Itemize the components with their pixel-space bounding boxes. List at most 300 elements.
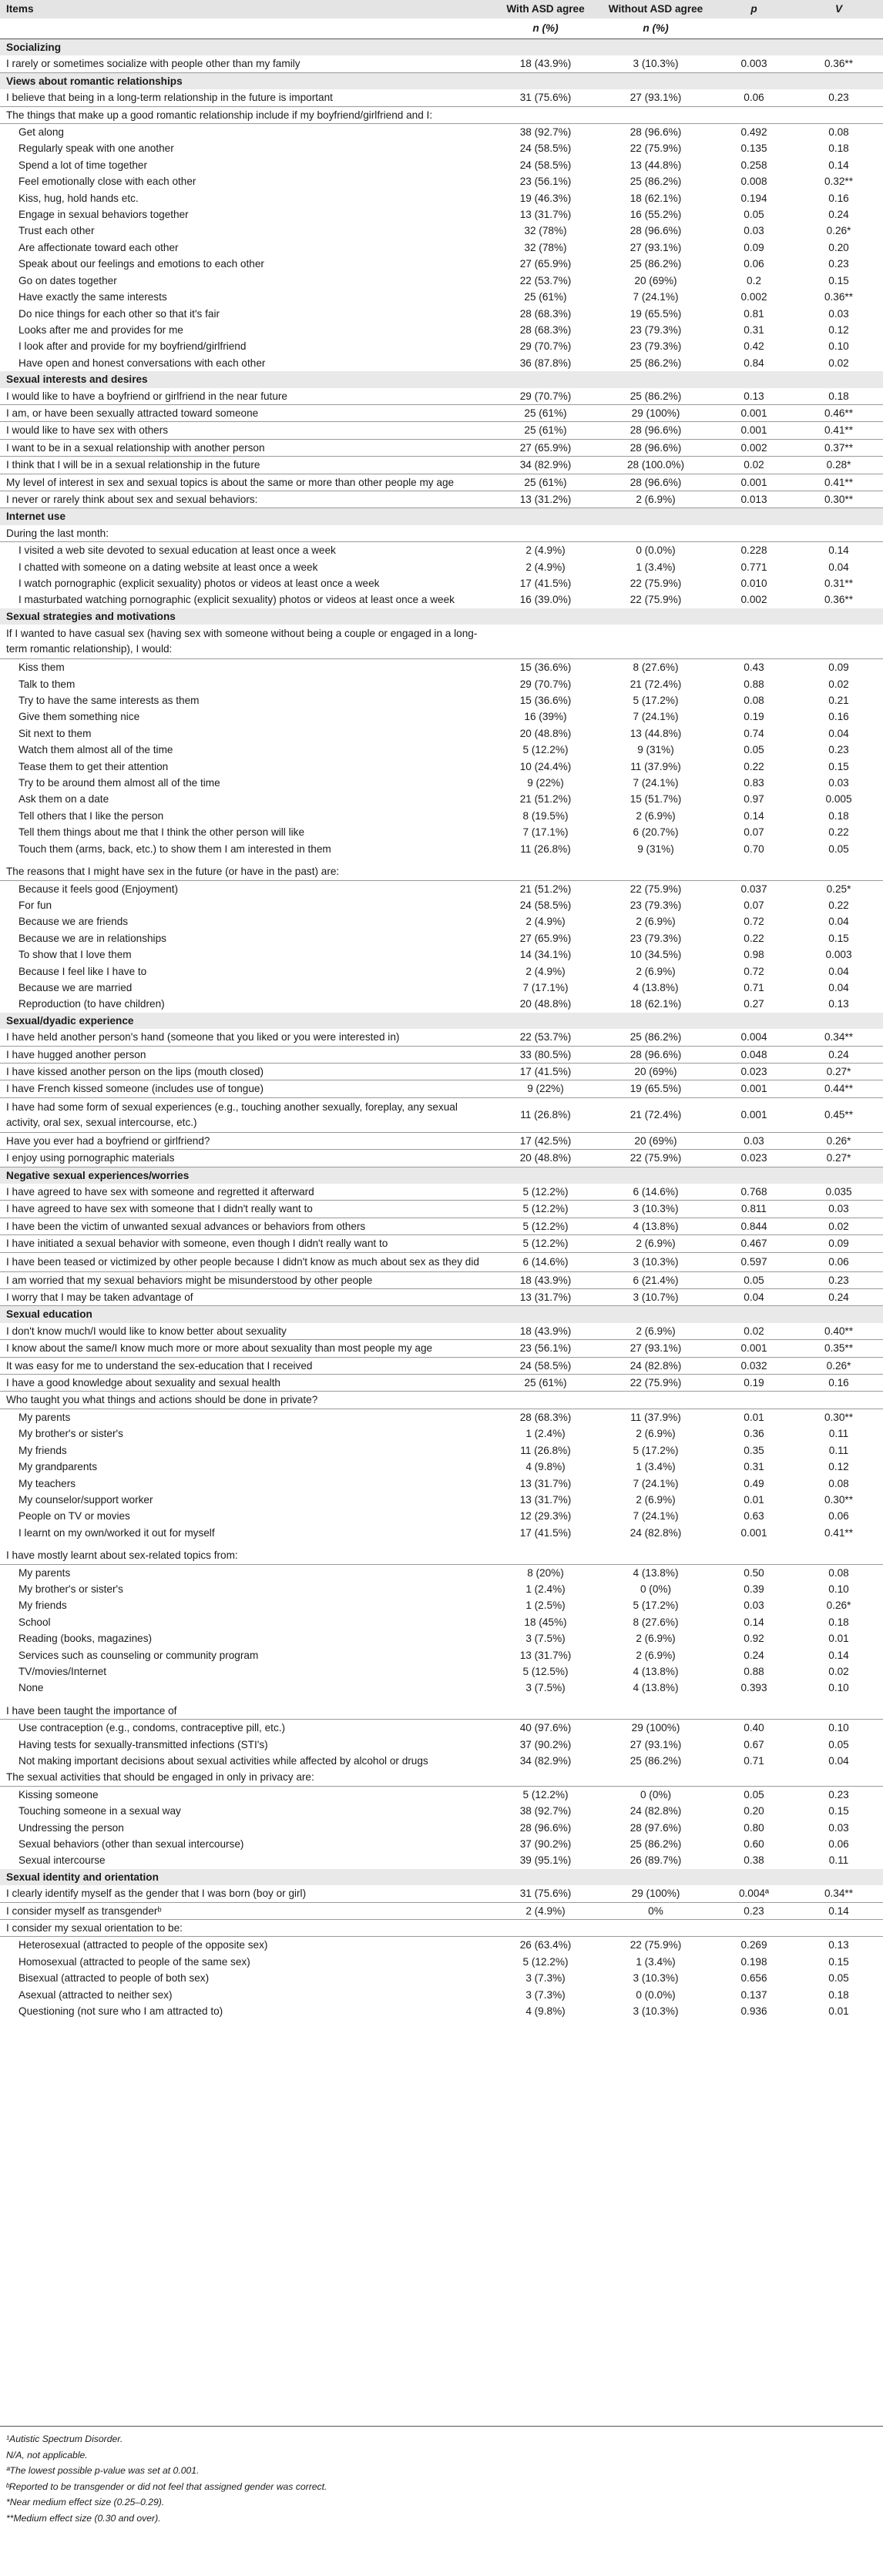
without-asd-value: 19 (65.5%) bbox=[598, 1080, 713, 1097]
table-row bbox=[0, 1323, 883, 1340]
row-label: Looks after me and provides for me bbox=[18, 323, 183, 336]
p-value: 0.001 bbox=[740, 1526, 767, 1539]
row-label: I have held another person's hand (someone that you liked or you were interested in) bbox=[0, 1029, 493, 1046]
row-label: Because we are married bbox=[18, 981, 133, 993]
p-value: 0.24 bbox=[744, 1649, 764, 1661]
v-value: 0.30** bbox=[824, 1493, 854, 1506]
p-value: 0.032 bbox=[713, 1357, 794, 1374]
v-value: 0.44** bbox=[794, 1080, 883, 1097]
v-value: 0.23 bbox=[828, 1788, 849, 1801]
without-asd-value: 28 (97.6%) bbox=[630, 1821, 682, 1834]
without-asd-value: 28 (96.6%) bbox=[598, 474, 713, 491]
row-label: Sit next to them bbox=[18, 727, 92, 739]
row-label: I chatted with someone on a dating website at least once a week bbox=[18, 561, 318, 573]
p-value: 0.01 bbox=[744, 1411, 764, 1423]
row-label: Go on dates together bbox=[18, 274, 117, 286]
without-asd-value: 8 (27.6%) bbox=[633, 662, 679, 674]
without-asd-value: 11 (37.9%) bbox=[630, 1411, 681, 1423]
v-value: 0.03 bbox=[828, 777, 849, 789]
table-row bbox=[0, 1132, 883, 1149]
v-value bbox=[794, 1392, 883, 1409]
with-asd-value: 17 (41.5%) bbox=[493, 1063, 598, 1080]
p-value bbox=[713, 863, 794, 880]
with-asd-value: 24 (58.5%) bbox=[519, 159, 572, 171]
with-asd-value: 24 (58.5%) bbox=[519, 899, 572, 911]
p-value: 0.80 bbox=[744, 1821, 764, 1834]
with-asd-value: 7 (17.1%) bbox=[522, 981, 569, 993]
row-label: Ask them on a date bbox=[18, 793, 109, 806]
with-asd-value: 11 (26.8%) bbox=[493, 1097, 598, 1132]
with-asd-value: 7 (17.1%) bbox=[522, 826, 569, 839]
without-asd-value: 5 (17.2%) bbox=[633, 695, 679, 707]
p-value: 0.27 bbox=[744, 998, 764, 1010]
p-value: 0.492 bbox=[740, 126, 767, 139]
row-label: I am, or have been sexually attracted toward someone bbox=[0, 404, 493, 421]
table-row bbox=[0, 946, 883, 963]
without-asd-value: 15 (51.7%) bbox=[630, 793, 682, 806]
without-asd-value: 23 (79.3%) bbox=[630, 932, 682, 944]
with-asd-value bbox=[493, 863, 598, 880]
v-value: 0.23 bbox=[828, 744, 849, 756]
table-row bbox=[0, 575, 883, 591]
without-asd-value: 3 (10.3%) bbox=[633, 1972, 679, 1985]
p-value: 0.01 bbox=[744, 1493, 764, 1506]
v-value: 0.45** bbox=[794, 1097, 883, 1132]
p-value: 0.83 bbox=[744, 777, 764, 789]
p-value bbox=[713, 106, 794, 123]
without-asd-value: 25 (86.2%) bbox=[630, 258, 682, 270]
section-header-row bbox=[0, 1306, 883, 1323]
section-title: Views about romantic relationships bbox=[0, 72, 883, 89]
table-row bbox=[0, 1769, 883, 1786]
row-label: I consider my sexual orientation to be: bbox=[0, 1920, 493, 1937]
p-value: 0.71 bbox=[744, 981, 764, 993]
p-value: 0.72 bbox=[744, 916, 764, 928]
p-value: 0.002 bbox=[713, 439, 794, 456]
without-asd-value: 27 (93.1%) bbox=[630, 1738, 682, 1750]
footnote: N/A, not applicable. bbox=[6, 2449, 88, 2460]
table-row bbox=[0, 1836, 883, 1852]
row-label: I think that I will be in a sexual relationship in the future bbox=[0, 457, 493, 474]
v-value: 0.22 bbox=[828, 826, 849, 839]
with-asd-value: 20 (48.8%) bbox=[519, 998, 572, 1010]
row-label: Reproduction (to have children) bbox=[18, 998, 165, 1010]
section-header-row bbox=[0, 39, 883, 56]
with-asd-value: 26 (63.4%) bbox=[519, 1939, 572, 1951]
without-asd-value: 28 (100.0%) bbox=[598, 457, 713, 474]
table-row bbox=[0, 223, 883, 239]
table-row bbox=[0, 55, 883, 72]
p-value: 0.50 bbox=[744, 1566, 764, 1579]
table-row bbox=[0, 791, 883, 807]
p-value: 0.22 bbox=[744, 932, 764, 944]
with-asd-value: 15 (36.6%) bbox=[519, 662, 572, 674]
row-label: My level of interest in sex and sexual topics is about the same or more than other people my age bbox=[0, 474, 493, 491]
table-row bbox=[0, 474, 883, 491]
without-asd-value: 6 (14.6%) bbox=[598, 1184, 713, 1201]
v-value: 0.27* bbox=[794, 1150, 883, 1167]
header-v: V bbox=[794, 0, 883, 18]
p-value: 0.70 bbox=[744, 842, 764, 855]
without-asd-value: 22 (75.9%) bbox=[598, 1375, 713, 1392]
p-value: 0.03 bbox=[713, 1132, 794, 1149]
v-value: 0.04 bbox=[828, 965, 849, 977]
table-row bbox=[0, 1525, 883, 1541]
section-title: Internet use bbox=[0, 508, 883, 525]
with-asd-value: 32 (78%) bbox=[524, 241, 567, 253]
table-row bbox=[0, 306, 883, 322]
v-value: 0.16 bbox=[794, 1375, 883, 1392]
table-row bbox=[0, 124, 883, 141]
p-value: 0.013 bbox=[713, 491, 794, 507]
p-value: 0.35 bbox=[744, 1444, 764, 1456]
table-row bbox=[0, 1271, 883, 1288]
p-value: 0.40 bbox=[744, 1722, 764, 1734]
without-asd-value: 28 (96.6%) bbox=[598, 1046, 713, 1063]
v-value: 0.03 bbox=[794, 1201, 883, 1218]
without-asd-value: 3 (10.3%) bbox=[598, 1201, 713, 1218]
without-asd-value: 25 (86.2%) bbox=[630, 1838, 682, 1851]
row-label: I would like to have sex with others bbox=[0, 422, 493, 439]
p-value: 0.09 bbox=[744, 241, 764, 253]
v-value: 0.14 bbox=[828, 544, 849, 557]
with-asd-value: 5 (12.2%) bbox=[522, 1788, 569, 1801]
with-asd-value: 5 (12.5%) bbox=[522, 1665, 569, 1677]
p-value: 0.07 bbox=[744, 899, 764, 911]
table-body bbox=[0, 39, 883, 2020]
p-value: 0.002 bbox=[740, 291, 767, 303]
with-asd-value: 31 (75.6%) bbox=[493, 1885, 598, 1902]
p-value: 0.74 bbox=[744, 727, 764, 739]
without-asd-value: 28 (96.6%) bbox=[598, 439, 713, 456]
v-value: 0.24 bbox=[828, 209, 849, 221]
row-label: Are affectionate toward each other bbox=[18, 241, 179, 253]
v-value: 0.46** bbox=[794, 404, 883, 421]
v-value: 0.31** bbox=[824, 578, 854, 589]
with-asd-value: 29 (70.7%) bbox=[493, 388, 598, 405]
p-value: 0.02 bbox=[713, 1323, 794, 1340]
p-value bbox=[713, 1769, 794, 1786]
table-row bbox=[0, 542, 883, 559]
table-row bbox=[0, 457, 883, 474]
v-value: 0.04 bbox=[828, 981, 849, 993]
table-row bbox=[0, 897, 883, 913]
without-asd-value: 21 (72.4%) bbox=[598, 1097, 713, 1132]
table-row bbox=[0, 190, 883, 206]
v-value: 0.26* bbox=[794, 1132, 883, 1149]
row-label: Watch them almost all of the time bbox=[18, 744, 173, 756]
without-asd-value: 18 (62.1%) bbox=[630, 192, 682, 204]
v-value: 0.04 bbox=[828, 916, 849, 928]
p-value: 0.22 bbox=[744, 760, 764, 772]
row-label: Talk to them bbox=[18, 678, 76, 690]
without-asd-value: 3 (10.3%) bbox=[633, 2005, 679, 2018]
table-row bbox=[0, 256, 883, 272]
row-label: Spend a lot of time together bbox=[18, 159, 148, 171]
table-row bbox=[0, 1786, 883, 1803]
table-row bbox=[0, 1409, 883, 1425]
v-value: 0.30** bbox=[794, 491, 883, 507]
row-label: I have agreed to have sex with someone and regretted it afterward bbox=[0, 1184, 493, 1201]
without-asd-value: 16 (55.2%) bbox=[630, 209, 682, 221]
spacer-row bbox=[0, 1697, 883, 1703]
with-asd-value: 27 (65.9%) bbox=[519, 932, 572, 944]
p-value: 0.03 bbox=[744, 225, 764, 237]
table-row bbox=[0, 1097, 883, 1132]
table-row bbox=[0, 1753, 883, 1769]
row-label: For fun bbox=[18, 899, 52, 911]
v-value: 0.02 bbox=[828, 1665, 849, 1677]
with-asd-value: 14 (34.1%) bbox=[519, 949, 572, 961]
with-asd-value: 15 (36.6%) bbox=[519, 695, 572, 707]
v-value: 0.14 bbox=[828, 159, 849, 171]
p-value: 0.14 bbox=[744, 1616, 764, 1628]
row-label: My friends bbox=[18, 1600, 67, 1612]
without-asd-value: 2 (6.9%) bbox=[636, 1649, 676, 1661]
without-asd-value: 2 (6.9%) bbox=[598, 491, 713, 507]
with-asd-value: 25 (61%) bbox=[493, 422, 598, 439]
p-value: 0.19 bbox=[744, 711, 764, 723]
p-value: 0.001 bbox=[713, 1097, 794, 1132]
with-asd-value: 2 (4.9%) bbox=[525, 561, 566, 573]
with-asd-value bbox=[493, 625, 598, 659]
without-asd-value bbox=[598, 1769, 713, 1786]
row-label: People on TV or movies bbox=[18, 1510, 130, 1522]
table-row bbox=[0, 1459, 883, 1475]
header-without-asd: Without ASD agree bbox=[598, 0, 713, 18]
section-title: Negative sexual experiences/worries bbox=[0, 1167, 883, 1184]
without-asd-value: 7 (24.1%) bbox=[633, 1510, 679, 1522]
table-row bbox=[0, 625, 883, 659]
p-value: 0.198 bbox=[740, 1955, 767, 1968]
table-row bbox=[0, 1902, 883, 1919]
row-label: My counselor/support worker bbox=[18, 1493, 153, 1506]
without-asd-value: 23 (79.3%) bbox=[630, 899, 682, 911]
p-value: 0.36 bbox=[744, 1428, 764, 1440]
without-asd-value: 22 (75.9%) bbox=[630, 883, 682, 895]
p-value bbox=[713, 1920, 794, 1937]
with-asd-value: 16 (39%) bbox=[524, 711, 567, 723]
without-asd-value: 28 (96.6%) bbox=[630, 225, 682, 237]
v-value: 0.24 bbox=[794, 1046, 883, 1063]
row-label: Sexual behaviors (other than sexual intercourse) bbox=[18, 1838, 244, 1851]
p-value: 0.048 bbox=[713, 1046, 794, 1063]
table-row bbox=[0, 525, 883, 542]
without-asd-value: 1 (3.4%) bbox=[636, 561, 676, 573]
with-asd-value: 37 (90.2%) bbox=[519, 1838, 572, 1851]
with-asd-value: 10 (24.4%) bbox=[519, 760, 572, 772]
without-asd-value: 3 (10.7%) bbox=[598, 1289, 713, 1306]
with-asd-value: 36 (87.8%) bbox=[519, 357, 572, 369]
row-label: I have agreed to have sex with someone that I didn't really want to bbox=[0, 1201, 493, 1218]
v-value bbox=[794, 625, 883, 659]
p-value: 0.004 bbox=[713, 1029, 794, 1046]
row-label: I look after and provide for my boyfriend/girlfriend bbox=[18, 340, 247, 353]
with-asd-value: 5 (12.2%) bbox=[522, 1955, 569, 1968]
row-label: Speak about our feelings and emotions to each other bbox=[18, 258, 264, 270]
with-asd-value: 9 (22%) bbox=[493, 1080, 598, 1097]
without-asd-value: 2 (6.9%) bbox=[636, 965, 676, 977]
v-value: 0.05 bbox=[828, 1738, 849, 1750]
v-value: 0.41** bbox=[824, 1526, 854, 1539]
table-row bbox=[0, 106, 883, 123]
with-asd-value: 11 (26.8%) bbox=[520, 842, 571, 855]
row-label: Sexual intercourse bbox=[18, 1854, 106, 1867]
row-label: Because it feels good (Enjoyment) bbox=[18, 883, 179, 895]
with-asd-value: 11 (26.8%) bbox=[520, 1444, 571, 1456]
without-asd-value: 22 (75.9%) bbox=[598, 1150, 713, 1167]
table-row bbox=[0, 1184, 883, 1201]
without-asd-value: 2 (6.9%) bbox=[636, 1428, 676, 1440]
v-value: 0.03 bbox=[828, 1821, 849, 1834]
with-asd-value: 2 (4.9%) bbox=[525, 965, 566, 977]
row-label: Tell others that I like the person bbox=[18, 809, 164, 822]
table-row bbox=[0, 1680, 883, 1696]
v-value: 0.13 bbox=[828, 998, 849, 1010]
with-asd-value: 23 (56.1%) bbox=[493, 1340, 598, 1357]
row-label: During the last month: bbox=[0, 525, 493, 542]
with-asd-value: 22 (53.7%) bbox=[519, 274, 572, 286]
p-value: 0.19 bbox=[713, 1375, 794, 1392]
v-value: 0.10 bbox=[828, 340, 849, 353]
v-value: 0.08 bbox=[828, 1566, 849, 1579]
p-value: 0.04 bbox=[713, 1289, 794, 1306]
p-value: 0.004ª bbox=[713, 1885, 794, 1902]
without-asd-value: 2 (6.9%) bbox=[598, 1323, 713, 1340]
v-value: 0.10 bbox=[828, 1722, 849, 1734]
row-label: I consider myself as transgenderᵇ bbox=[0, 1902, 493, 1919]
table-row bbox=[0, 808, 883, 824]
p-value: 0.010 bbox=[740, 578, 767, 589]
p-value: 0.771 bbox=[740, 561, 767, 573]
row-label: Feel emotionally close with each other bbox=[18, 176, 196, 188]
with-asd-value: 13 (31.7%) bbox=[519, 1493, 572, 1506]
without-asd-value bbox=[598, 525, 713, 542]
row-label: I watch pornographic (explicit sexuality) photos or videos at least once a week bbox=[18, 578, 380, 589]
without-asd-value: 29 (100%) bbox=[598, 1885, 713, 1902]
p-value: 0.72 bbox=[744, 965, 764, 977]
row-label: I believe that being in a long-term relationship in the future is important bbox=[0, 89, 493, 106]
row-label: I would like to have a boyfriend or girlfriend in the near future bbox=[0, 388, 493, 405]
row-label: Tease them to get their attention bbox=[18, 760, 169, 772]
row-label: I rarely or sometimes socialize with people other than my family bbox=[0, 55, 493, 72]
v-value: 0.15 bbox=[828, 760, 849, 772]
without-asd-value: 2 (6.9%) bbox=[636, 1493, 676, 1506]
v-value: 0.08 bbox=[828, 126, 849, 139]
table-row bbox=[0, 1442, 883, 1459]
with-asd-value: 13 (31.2%) bbox=[493, 491, 598, 507]
without-asd-value: 2 (6.9%) bbox=[636, 809, 676, 822]
table-row bbox=[0, 1201, 883, 1218]
without-asd-value: 22 (75.9%) bbox=[630, 594, 682, 606]
with-asd-value: 9 (22%) bbox=[527, 777, 564, 789]
v-value: 0.06 bbox=[794, 1252, 883, 1271]
row-label: Because we are friends bbox=[18, 916, 129, 928]
row-label: Get along bbox=[18, 126, 64, 139]
v-value: 0.06 bbox=[828, 1838, 849, 1851]
with-asd-value: 25 (61%) bbox=[493, 474, 598, 491]
without-asd-value: 24 (82.8%) bbox=[630, 1805, 682, 1817]
with-asd-value: 25 (61%) bbox=[493, 404, 598, 421]
v-value: 0.02 bbox=[794, 1218, 883, 1234]
v-value: 0.26* bbox=[794, 1357, 883, 1374]
row-label: School bbox=[18, 1616, 51, 1628]
v-value: 0.01 bbox=[828, 1633, 849, 1645]
section-title: Sexual/dyadic experience bbox=[0, 1013, 883, 1029]
without-asd-value: 25 (86.2%) bbox=[630, 357, 682, 369]
with-asd-value: 13 (31.7%) bbox=[519, 209, 572, 221]
without-asd-value: 0% bbox=[598, 1902, 713, 1919]
row-label: I have been teased or victimized by other people because I didn't know as much about sex as they did bbox=[0, 1252, 493, 1271]
p-value: 0.001 bbox=[713, 422, 794, 439]
with-asd-value bbox=[493, 1703, 598, 1720]
without-asd-value: 0 (0%) bbox=[640, 1583, 672, 1595]
row-label: Kiss them bbox=[18, 662, 65, 674]
p-value: 0.768 bbox=[713, 1184, 794, 1201]
table-row bbox=[0, 930, 883, 946]
v-value: 0.15 bbox=[828, 274, 849, 286]
p-value: 0.63 bbox=[744, 1510, 764, 1522]
table-subheader-row bbox=[0, 18, 883, 39]
row-label: Undressing the person bbox=[18, 1821, 124, 1834]
p-value: 0.023 bbox=[713, 1063, 794, 1080]
with-asd-value: 2 (4.9%) bbox=[525, 916, 566, 928]
row-label: My brother's or sister's bbox=[18, 1583, 123, 1595]
table-row bbox=[0, 863, 883, 880]
table-row bbox=[0, 240, 883, 256]
v-value: 0.22 bbox=[828, 899, 849, 911]
without-asd-value bbox=[598, 1703, 713, 1720]
v-value: 0.20 bbox=[828, 241, 849, 253]
row-label: Regularly speak with one another bbox=[18, 142, 174, 155]
with-asd-value: 6 (14.6%) bbox=[493, 1252, 598, 1271]
with-asd-value: 2 (4.9%) bbox=[525, 544, 566, 557]
p-value: 0.656 bbox=[740, 1972, 767, 1985]
p-value: 0.06 bbox=[744, 258, 764, 270]
row-label: I never or rarely think about sex and sexual behaviors: bbox=[0, 491, 493, 507]
v-value: 0.23 bbox=[828, 258, 849, 270]
header-p: p bbox=[713, 0, 794, 18]
p-value: 0.597 bbox=[713, 1252, 794, 1271]
table-row bbox=[0, 1029, 883, 1046]
with-asd-value: 1 (2.4%) bbox=[525, 1583, 566, 1595]
table-row bbox=[0, 1647, 883, 1663]
without-asd-value: 9 (31%) bbox=[637, 744, 674, 756]
without-asd-value: 11 (37.9%) bbox=[630, 760, 681, 772]
v-value: 0.05 bbox=[828, 842, 849, 855]
v-value bbox=[794, 1703, 883, 1720]
table-row bbox=[0, 1852, 883, 1868]
table-row bbox=[0, 1547, 883, 1564]
with-asd-value: 3 (7.3%) bbox=[525, 1972, 566, 1985]
v-value: 0.15 bbox=[828, 1805, 849, 1817]
v-value: 0.34** bbox=[794, 1885, 883, 1902]
p-value: 0.67 bbox=[744, 1738, 764, 1750]
with-asd-value: 8 (19.5%) bbox=[522, 809, 569, 822]
footnote: ªThe lowest possible p-value was set at 0.001. bbox=[6, 2465, 200, 2476]
with-asd-value: 21 (51.2%) bbox=[519, 793, 572, 806]
p-value: 0.467 bbox=[713, 1235, 794, 1252]
p-value: 0.037 bbox=[740, 883, 767, 895]
p-value: 0.2 bbox=[747, 274, 761, 286]
with-asd-value: 17 (42.5%) bbox=[493, 1132, 598, 1149]
with-asd-value: 31 (75.6%) bbox=[493, 89, 598, 106]
v-value: 0.06 bbox=[828, 1510, 849, 1522]
row-label: I have mostly learnt about sex-related topics from: bbox=[0, 1547, 493, 1564]
without-asd-value bbox=[598, 625, 713, 659]
v-value: 0.26* bbox=[826, 225, 851, 237]
p-value: 0.14 bbox=[744, 809, 764, 822]
